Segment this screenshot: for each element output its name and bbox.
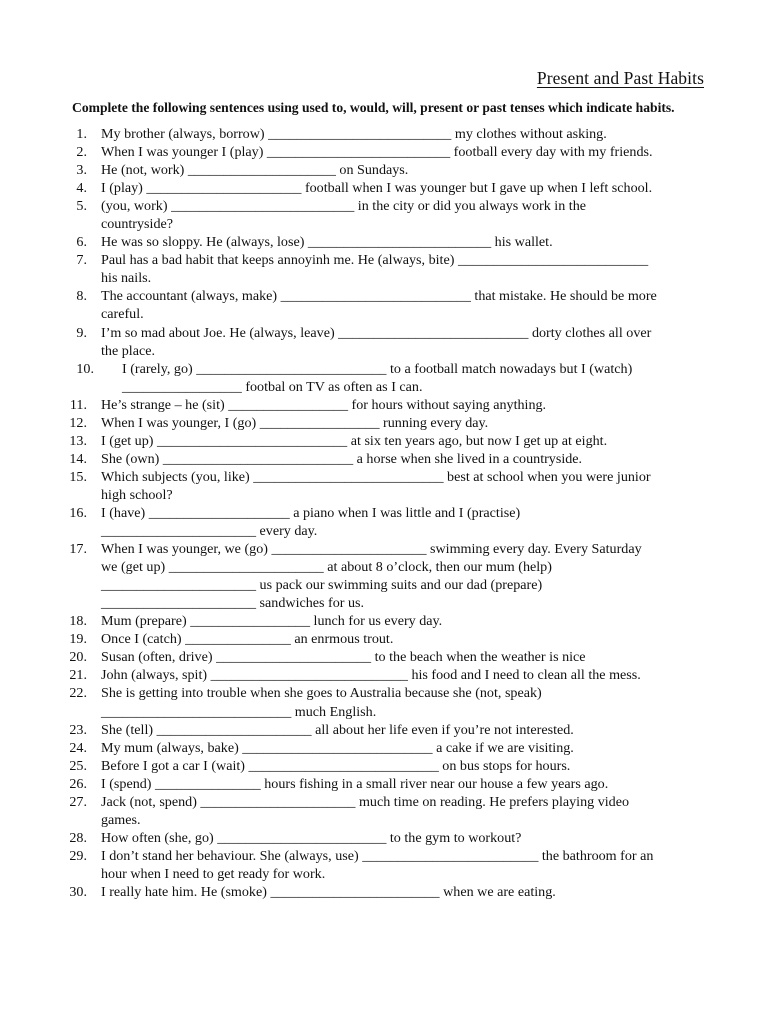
exercise-number: 15. [69, 468, 87, 485]
exercise-item [64, 287, 720, 323]
exercise-text-line: _________________ footbal on TV as often as I can. [122, 378, 423, 395]
exercise-item [64, 125, 720, 143]
exercise-text-line: He was so sloppy. He (always, lose) __________________________ his wallet. [101, 234, 553, 251]
exercise-text-line: we (get up) ______________________ at about 8 o’clock, then our mum (help) [101, 559, 552, 576]
exercise-item [64, 847, 720, 883]
exercise-number: 3. [76, 162, 87, 179]
exercise-text-line: He’s strange – he (sit) _________________ for hours without saying anything. [101, 396, 547, 413]
exercise-item [64, 666, 720, 684]
exercise-number: 11. [69, 396, 87, 413]
exercise-item [64, 143, 720, 161]
exercise-number: 24. [69, 739, 87, 756]
exercise-number: 25. [69, 757, 87, 774]
exercise-text-line: My brother (always, borrow) __________________________ my clothes without asking. [101, 126, 607, 142]
exercise-number: 14. [69, 450, 87, 467]
exercise-item [64, 233, 720, 251]
exercise-item [64, 251, 720, 287]
exercise-text-line: Mum (prepare) _________________ lunch for us every day. [101, 613, 443, 630]
exercise-text-line: ___________________________ much English. [101, 703, 377, 720]
exercise-number: 4. [76, 180, 87, 197]
exercise-item [64, 775, 720, 793]
page-title: Present and Past Habits [536, 68, 704, 88]
exercise-number: 18. [69, 613, 87, 630]
exercise-text-line: I (get up) ___________________________ at six ten years ago, but now I get up at eight. [101, 432, 608, 449]
exercise-item [64, 540, 720, 612]
exercise-number: 8. [76, 288, 87, 305]
exercise-number: 19. [69, 631, 87, 648]
exercise-item [64, 648, 720, 666]
exercise-text-line: She (own) ___________________________ a horse when she lived in a countryside. [101, 450, 583, 467]
exercise-text-line: I don’t stand her behaviour. She (always, use) _________________________ the bathroom for an [101, 847, 654, 864]
exercise-text-line: John (always, spit) ____________________________ his food and I need to clean all the mess. [101, 667, 641, 684]
exercise-number: 27. [69, 793, 87, 810]
exercise-number: 9. [76, 324, 87, 341]
exercise-number: 28. [69, 829, 87, 846]
exercise-number: 17. [69, 541, 87, 558]
exercise-item [64, 793, 720, 829]
exercise-text-line: ______________________ every day. [101, 523, 318, 540]
exercise-item [64, 829, 720, 847]
exercise-text-line: (you, work) __________________________ in the city or did you always work in the [101, 198, 587, 215]
exercise-text-line: When I was younger, I (go) _________________ running every day. [101, 414, 489, 431]
exercise-number: 6. [76, 234, 87, 251]
exercise-text-line: Susan (often, drive) ______________________ to the beach when the weather is nice [101, 649, 586, 666]
exercise-text-line: I (spend) _______________ hours fishing in a small river near our house a few years ago. [101, 775, 609, 792]
exercise-number: 12. [69, 414, 87, 431]
exercise-item [64, 739, 720, 757]
exercise-item [64, 179, 720, 197]
exercise-item [64, 360, 720, 396]
exercise-item [64, 396, 720, 414]
exercise-number: 20. [69, 649, 87, 666]
exercise-list [64, 125, 720, 901]
exercise-text-line: the place. [101, 342, 155, 359]
exercise-text-line: his nails. [101, 270, 152, 287]
exercise-text-line: Paul has a bad habit that keeps annoyinh me. He (always, bite) ___________________________ [101, 252, 649, 269]
exercise-text-line: ______________________ sandwiches for us. [101, 595, 365, 612]
exercise-text-line: When I was younger, we (go) ______________________ swimming every day. Every Saturday [101, 541, 642, 558]
exercise-text-line: How often (she, go) ________________________ to the gym to workout? [101, 829, 522, 846]
exercise-text-line: I (have) ____________________ a piano when I was little and I (practise) [101, 504, 521, 521]
exercise-item [64, 432, 720, 450]
exercise-text-line: countryside? [101, 216, 174, 233]
exercise-text-line: games. [101, 811, 141, 828]
exercise-text-line: ______________________ us pack our swimming suits and our dad (prepare) [101, 577, 543, 594]
exercise-item [64, 450, 720, 468]
exercise-item [64, 468, 720, 504]
exercise-item [64, 883, 720, 901]
exercise-number: 29. [69, 847, 87, 864]
exercise-item [64, 504, 720, 540]
instructions: Complete the following sentences using used to, would, will, present or past tenses which indicate habits. [72, 100, 675, 115]
exercise-text-line: He (not, work) _____________________ on Sundays. [101, 162, 409, 179]
exercise-item [64, 612, 720, 630]
exercise-number: 2. [76, 144, 87, 161]
exercise-number: 1. [76, 126, 87, 142]
exercise-item [64, 757, 720, 775]
exercise-text-line: Before I got a car I (wait) ___________________________ on bus stops for hours. [101, 757, 571, 774]
exercise-text-line: I’m so mad about Joe. He (always, leave) ___________________________ dorty clothes all over [101, 324, 652, 341]
exercise-number: 10. [76, 360, 94, 377]
exercise-item [64, 630, 720, 648]
exercise-number: 7. [76, 252, 87, 269]
exercise-number: 26. [69, 775, 87, 792]
exercise-text-line: I really hate him. He (smoke) ________________________ when we are eating. [101, 883, 556, 900]
exercise-text-line: When I was younger I (play) __________________________ football every day with my friends. [101, 144, 653, 161]
exercise-item [64, 197, 720, 233]
exercise-text-line: She is getting into trouble when she goes to Australia because she (not, speak) [101, 685, 542, 702]
exercise-text-line: I (rarely, go) ___________________________ to a football match nowadays but I (watch) [122, 360, 633, 377]
exercise-text-line: Jack (not, spend) ______________________ much time on reading. He prefers playing video [101, 793, 630, 810]
exercise-item [64, 161, 720, 179]
exercise-item [64, 684, 720, 720]
exercise-item [64, 414, 720, 432]
exercise-number: 21. [69, 667, 87, 684]
exercise-text-line: I (play) ______________________ football when I was younger but I gave up when I left school. [101, 180, 653, 197]
exercise-number: 30. [69, 883, 87, 900]
exercise-text-line: high school? [101, 486, 173, 503]
exercise-number: 5. [76, 198, 87, 215]
exercise-number: 23. [69, 721, 87, 738]
exercise-number: 13. [69, 432, 87, 449]
exercise-item [64, 324, 720, 360]
exercise-text-line: The accountant (always, make) ___________________________ that mistake. He should be more [101, 288, 657, 305]
exercise-item [64, 721, 720, 739]
exercise-text-line: careful. [101, 306, 144, 323]
exercise-text-line: hour when I need to get ready for work. [101, 865, 326, 882]
exercise-number: 22. [69, 685, 87, 702]
exercise-text-line: She (tell) ______________________ all about her life even if you’re not interested. [101, 721, 574, 738]
exercise-number: 16. [69, 504, 87, 521]
exercise-text-line: Which subjects (you, like) ___________________________ best at school when you were junior [101, 468, 651, 485]
exercise-text-line: Once I (catch) _______________ an enrmous trout. [101, 631, 394, 648]
exercise-text-line: My mum (always, bake) ___________________________ a cake if we are visiting. [101, 739, 574, 756]
